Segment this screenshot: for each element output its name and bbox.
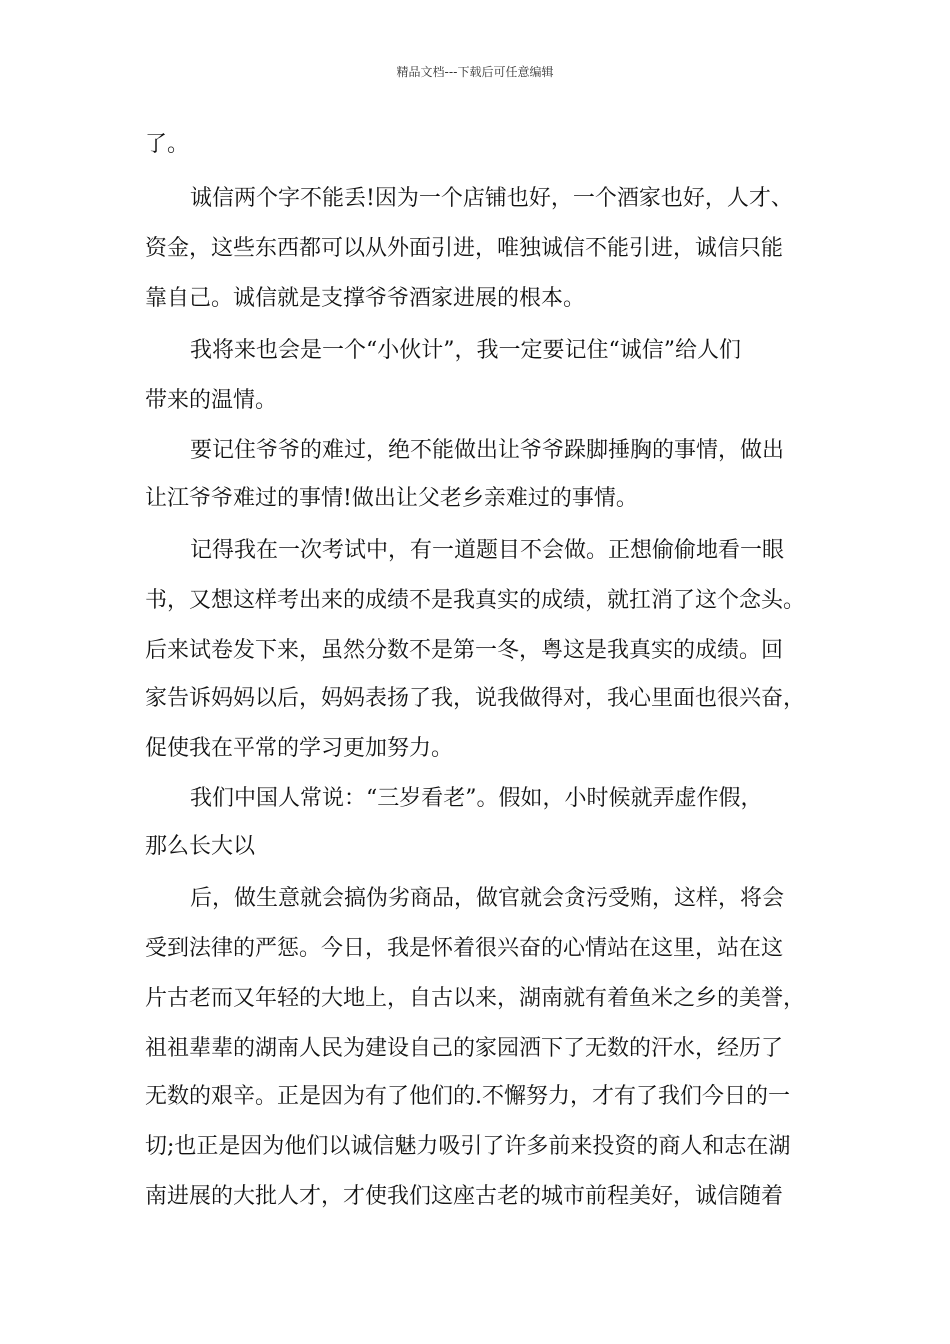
text-line: 资金，这些东西都可以从外面引进，唯独诚信不能引进，诚信只能 bbox=[145, 236, 784, 261]
text-line: 家告诉妈妈以后，妈妈表扬了我，说我做得对，我心里面也很兴奋， bbox=[145, 686, 806, 711]
text-line: 让江爷爷难过的事情!做出让父老乡亲难过的事情。 bbox=[145, 486, 638, 511]
text-line: 我将来也会是一个“小伙计”，我一定要记住“诚信”给人们 bbox=[190, 338, 741, 363]
text-line: 要记住爷爷的难过，绝不能做出让爷爷跺脚捶胸的事情，做出 bbox=[190, 438, 785, 463]
text-line: 切;也正是因为他们以诚信魅力吸引了许多前来投资的商人和志在湖 bbox=[145, 1134, 791, 1159]
text-line: 记得我在一次考试中，有一道题目不会做。正想偷偷地看一眼 bbox=[190, 538, 785, 563]
text-line: 后来试卷发下来，虽然分数不是第一冬，粤这是我真实的成绩。回 bbox=[145, 638, 784, 663]
text-line: 我们中国人常说：“三岁看老”。假如，小时候就弄虚作假， bbox=[190, 786, 763, 811]
text-line: 书，又想这样考出来的成绩不是我真实的成绩，就扛消了这个念头。 bbox=[145, 588, 806, 613]
text-line: 诚信两个字不能丢!因为一个店铺也好，一个酒家也好，人才、 bbox=[190, 186, 793, 211]
text-line: 后，做生意就会搞伪劣商品，做官就会贪污受贿，这样，将会 bbox=[190, 886, 785, 911]
text-line: 促使我在平常的学习更加努力。 bbox=[145, 736, 454, 761]
text-line: 那么长大以 bbox=[145, 834, 256, 859]
text-line: 南进展的大批人才，才使我们这座古老的城市前程美好，诚信随着 bbox=[145, 1184, 784, 1209]
text-line: 祖祖辈辈的湖南人民为建设自己的家园洒下了无数的汗水，经历了 bbox=[145, 1036, 784, 1061]
text-line: 靠自己。诚信就是支撑爷爷酒家进展的根本。 bbox=[145, 286, 586, 311]
text-line: 受到法律的严惩。今日，我是怀着很兴奋的心情站在这里，站在这 bbox=[145, 936, 784, 961]
text-line: 无数的艰辛。正是因为有了他们的.不懈努力，才有了我们今日的一 bbox=[145, 1084, 790, 1109]
text-line: 了。 bbox=[145, 132, 190, 157]
text-line: 带来的温情。 bbox=[145, 388, 278, 413]
text-line: 片古老而又年轻的大地上，自古以来，湖南就有着鱼米之乡的美誉， bbox=[145, 986, 806, 1011]
page-header: 精品文档---下载后可任意编辑 bbox=[396, 65, 554, 79]
